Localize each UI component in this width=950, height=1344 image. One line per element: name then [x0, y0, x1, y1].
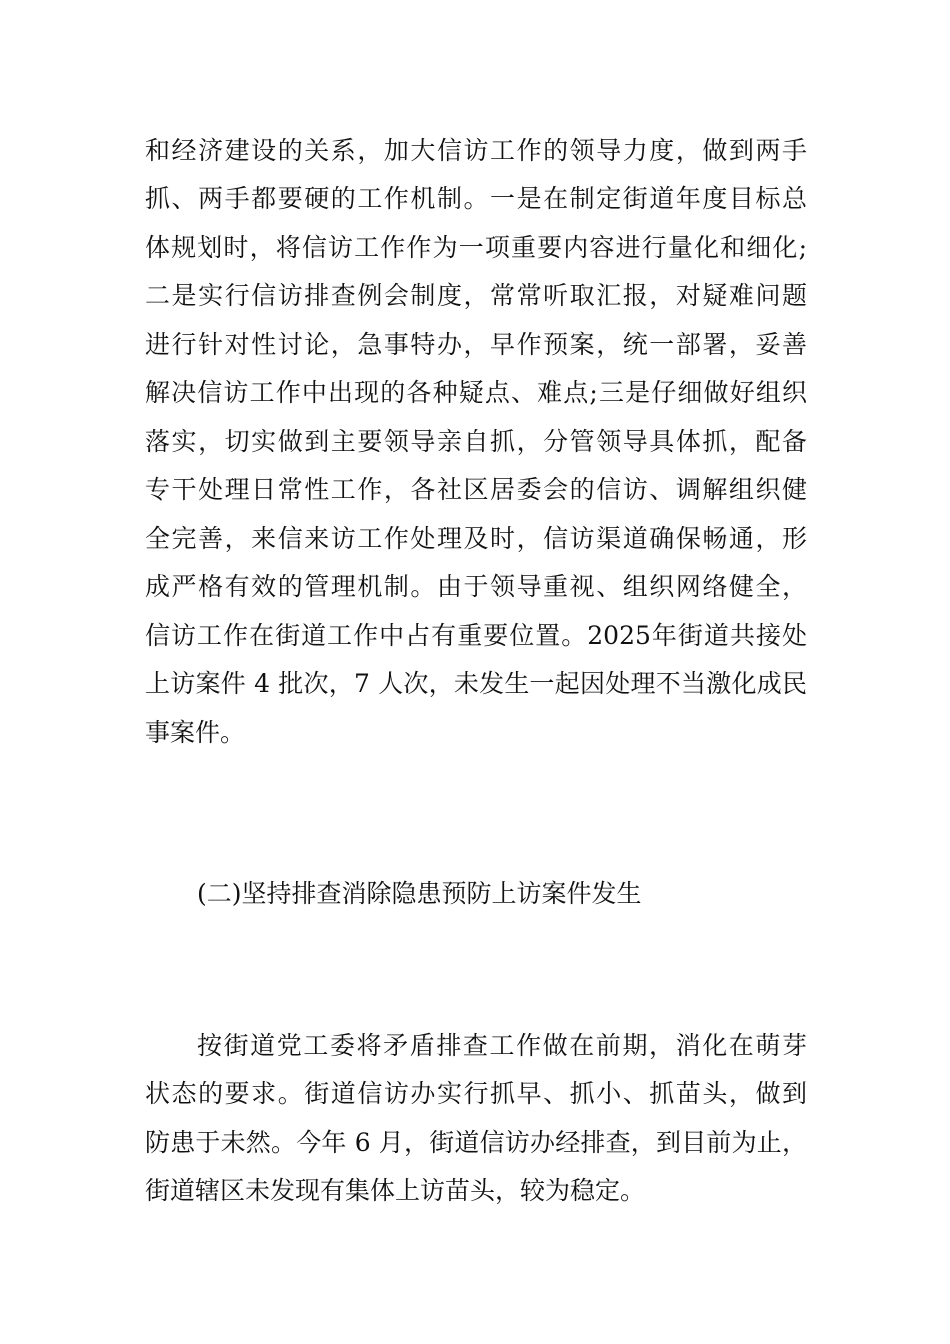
paragraph-1-line-4: 二是实行信访排查例会制度，常常听取汇报，对疑难问题 — [145, 281, 807, 310]
paragraph-1-line-10: 成严格有效的管理机制。由于领导重视、组织网络健全， — [145, 572, 807, 601]
paragraph-2-line-1: 按街道党工委将矛盾排查工作做在前期，消化在萌芽 — [197, 1031, 807, 1060]
paragraph-1-line-13: 事案件。 — [145, 718, 246, 747]
paragraph-1-line-12: 上访案件 4 批次，7 人次，未发生一起因处理不当激化成民 — [145, 669, 807, 698]
paragraph-2-line-3: 防患于未然。今年 6 月，街道信访办经排查，到目前为止， — [145, 1128, 807, 1157]
paragraph-2-line-2: 状态的要求。街道信访办实行抓早、抓小、抓苗头，做到 — [145, 1079, 807, 1108]
paragraph-1-line-1: 和经济建设的关系，加大信访工作的领导力度，做到两手 — [145, 136, 807, 165]
paragraph-1-line-6: 解决信访工作中出现的各种疑点、难点;三是仔细做好组织 — [145, 378, 807, 407]
paragraph-1-line-9: 全完善，来信来访工作处理及时，信访渠道确保畅通，形 — [145, 524, 807, 553]
section-heading: (二)坚持排查消除隐患预防上访案件发生 — [197, 879, 642, 908]
paragraph-1-line-3: 体规划时，将信访工作作为一项重要内容进行量化和细化; — [145, 233, 807, 262]
paragraph-1-line-2: 抓、两手都要硬的工作机制。一是在制定街道年度目标总 — [145, 184, 807, 213]
paragraph-1-line-7: 落实，切实做到主要领导亲自抓，分管领导具体抓，配备 — [145, 427, 807, 456]
paragraph-1-line-11: 信访工作在街道工作中占有重要位置。2025年街道共接处 — [145, 621, 807, 650]
paragraph-2-line-4: 街道辖区未发现有集体上访苗头，较为稳定。 — [145, 1176, 646, 1205]
paragraph-1-line-8: 专干处理日常性工作，各社区居委会的信访、调解组织健 — [145, 475, 807, 504]
paragraph-1-line-5: 进行针对性讨论，急事特办，早作预案，统一部署，妥善 — [145, 330, 807, 359]
